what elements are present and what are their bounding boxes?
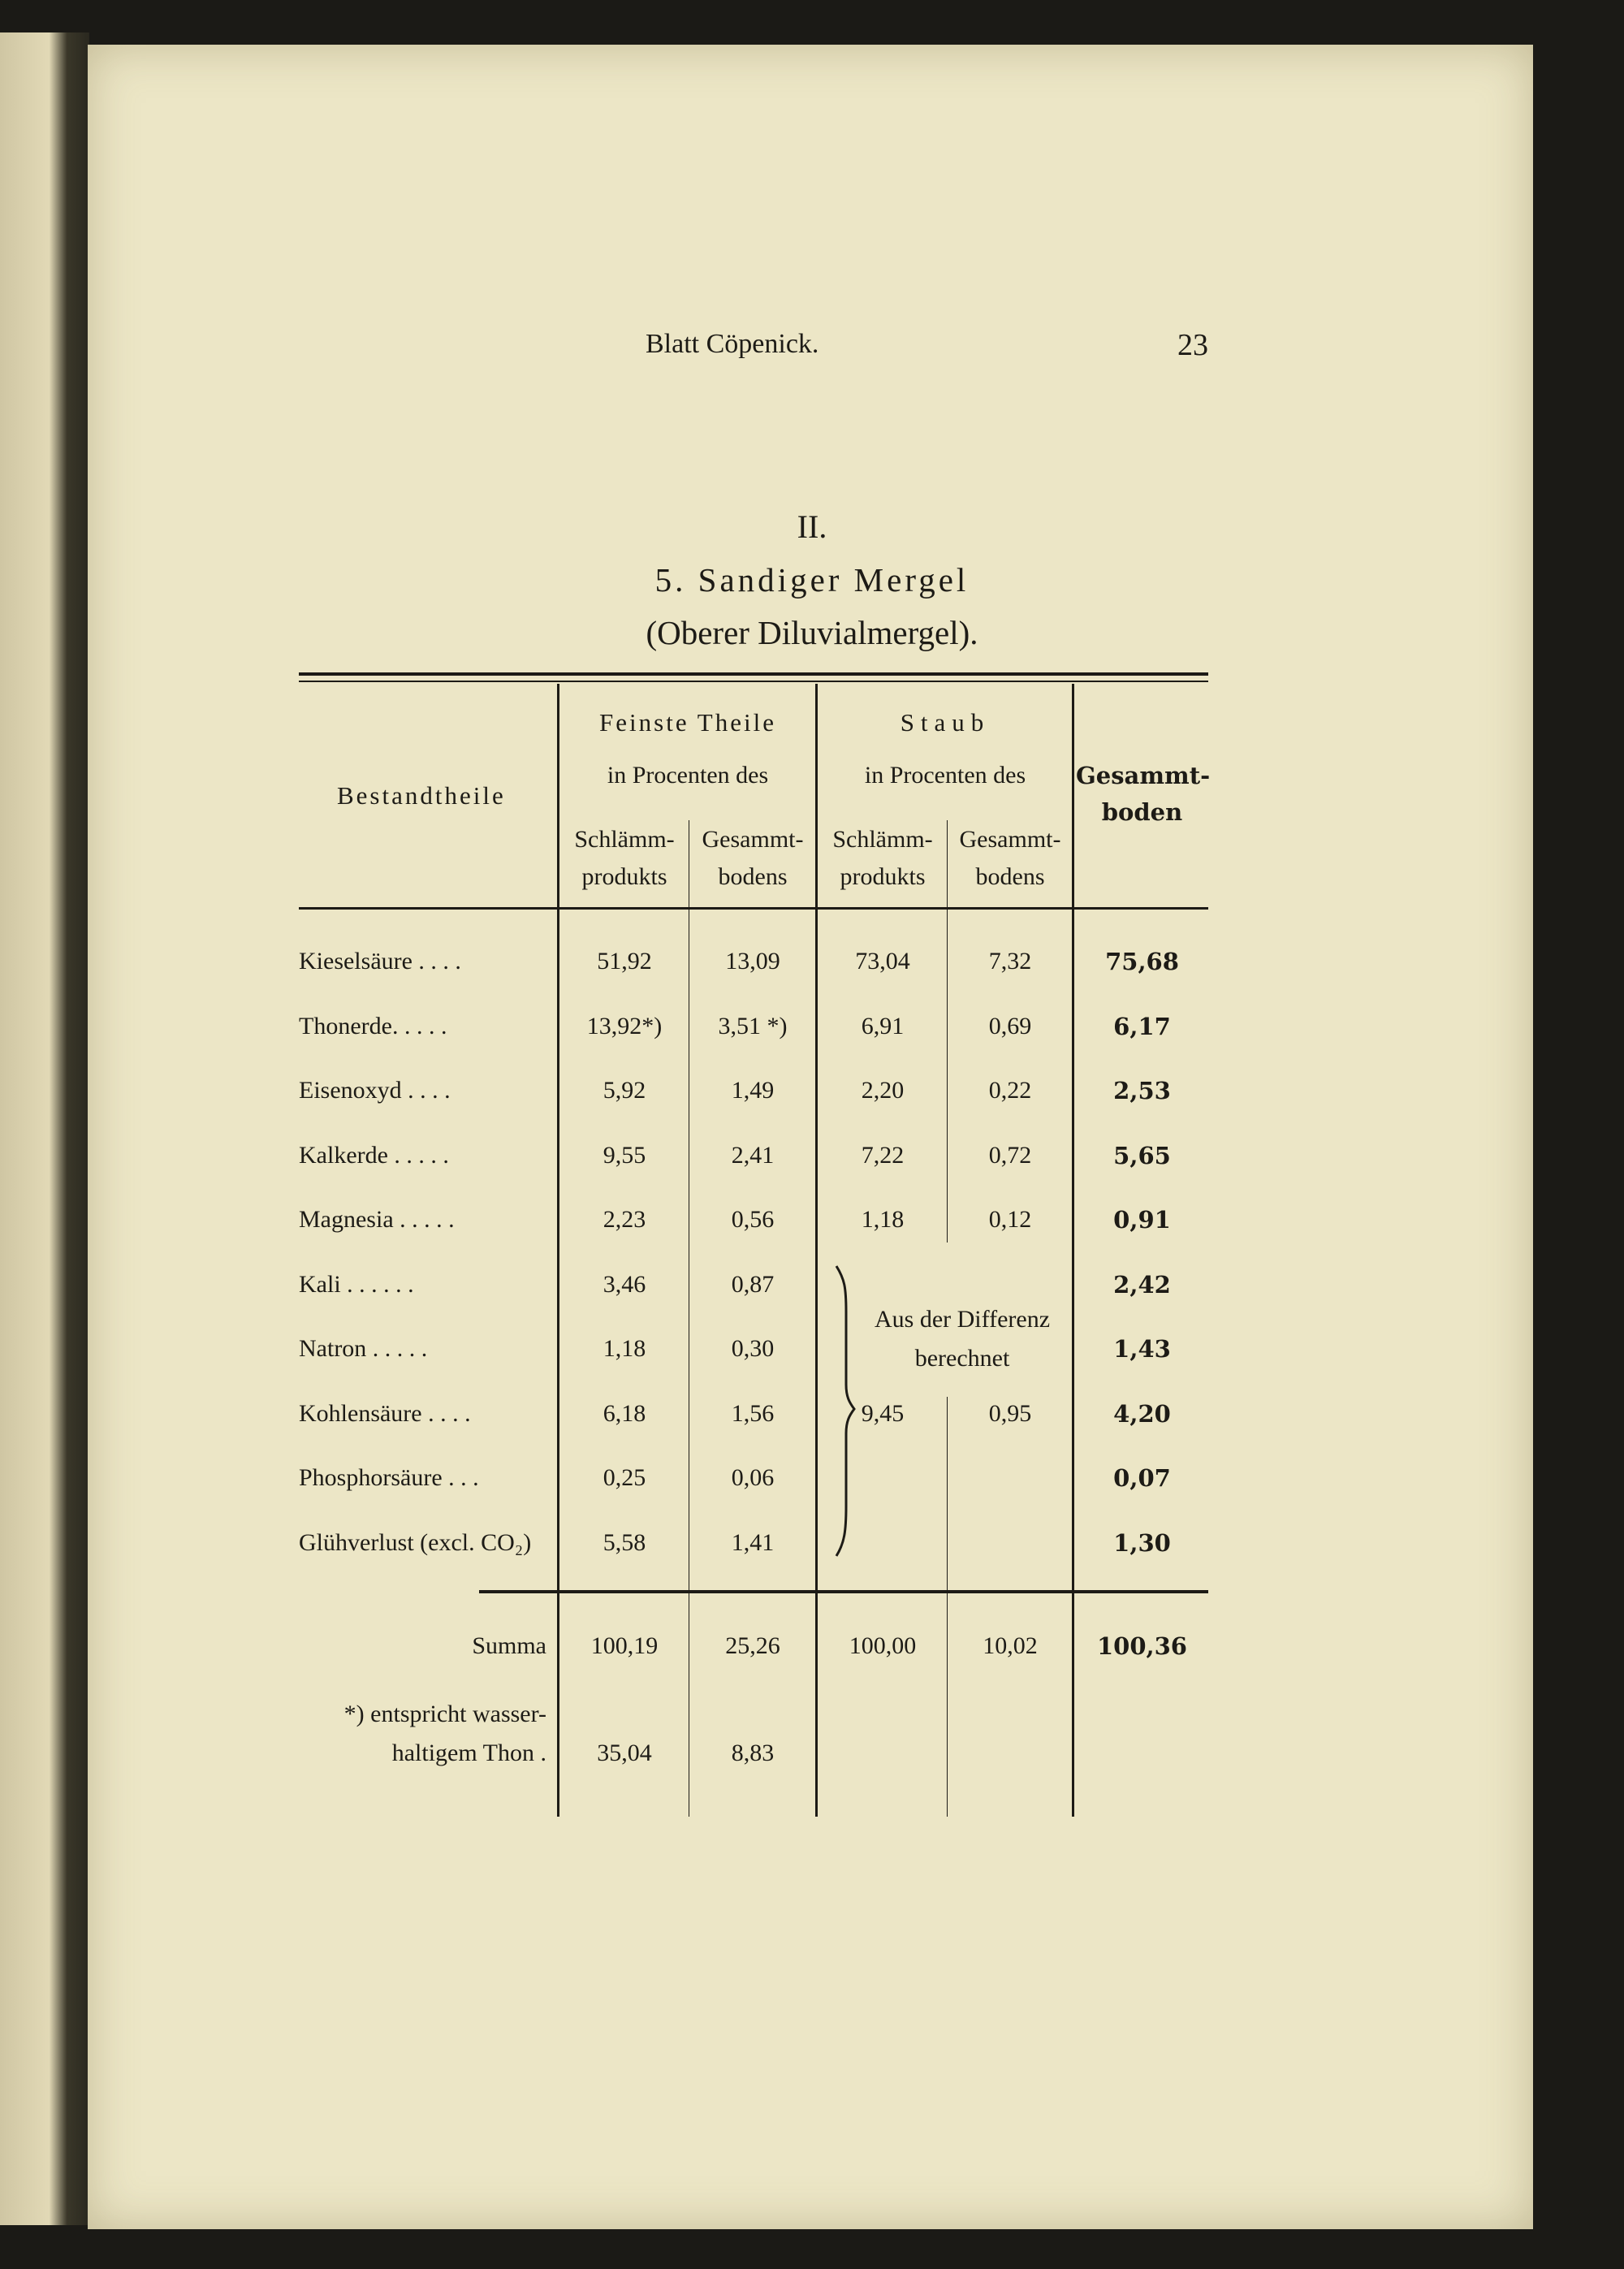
summa-c5: 100,36 xyxy=(1097,1632,1187,1660)
row-value-c4: 0,12 xyxy=(988,1206,1032,1233)
summa-c2: 25,26 xyxy=(725,1632,780,1659)
row-value-c1: 13,92*) xyxy=(586,1012,663,1039)
row-value-c4: 7,32 xyxy=(988,948,1032,975)
row-value-c1: 0,25 xyxy=(603,1464,646,1491)
row-label: Phosphorsäure . . . xyxy=(299,1464,479,1491)
sub-header-gesammt-1b: Gesammt- xyxy=(959,826,1061,853)
group2-label: Staub xyxy=(900,708,991,737)
row-value-c2: 1,49 xyxy=(731,1077,775,1104)
sub-header-schlaemm-2: produkts xyxy=(581,863,667,890)
sub-header-schlaemm-1b: Schlämm- xyxy=(832,826,933,853)
col-divider xyxy=(1072,684,1074,1817)
row-label: Eisenoxyd . . . . xyxy=(299,1077,451,1104)
row-value-c5: 75,68 xyxy=(1105,948,1179,975)
row-label: Kalkerde . . . . . xyxy=(299,1141,449,1169)
row-label: Kali . . . . . . xyxy=(299,1270,414,1298)
subcol-divider xyxy=(947,820,948,1243)
col-header-gesammtboden-1: Gesammt- xyxy=(1076,762,1211,789)
row-value-c2: 0,87 xyxy=(731,1270,775,1298)
row-value-c3: 9,45 xyxy=(861,1399,905,1427)
row-value-c1: 51,92 xyxy=(597,948,652,975)
row-value-c5: 0,07 xyxy=(1113,1464,1171,1492)
section-title: 5. Sandiger Mergel xyxy=(654,561,970,599)
row-value-c4: 0,95 xyxy=(988,1399,1032,1427)
row-value-c5: 6,17 xyxy=(1113,1012,1171,1040)
col-divider xyxy=(557,684,559,1817)
row-value-c1: 2,23 xyxy=(603,1206,646,1233)
footnote-line-2: haltigem Thon . xyxy=(391,1740,546,1766)
row-value-c2: 0,06 xyxy=(731,1464,775,1491)
row-label: Magnesia . . . . . xyxy=(299,1206,455,1233)
col-divider xyxy=(815,684,818,1817)
row-value-c3: 2,20 xyxy=(861,1077,905,1104)
footnote-c2: 8,83 xyxy=(731,1740,775,1766)
row-value-c5: 1,30 xyxy=(1113,1528,1171,1557)
row-value-c2: 2,41 xyxy=(731,1141,775,1169)
sub-header-gesammt-2b: bodens xyxy=(975,863,1045,890)
sub-header-schlaemm-2b: produkts xyxy=(840,863,926,890)
row-label: Glühverlust (excl. CO₂) xyxy=(299,1528,532,1556)
row-label: Natron . . . . . xyxy=(299,1335,428,1362)
row-value-c3: 73,04 xyxy=(855,948,910,975)
row-value-c3: 1,18 xyxy=(861,1206,905,1233)
group1-sub: in Procenten des xyxy=(607,762,769,789)
row-value-c4: 0,72 xyxy=(988,1141,1032,1169)
section-number: II. xyxy=(797,508,827,545)
group1-label: Feinste Theile xyxy=(599,708,776,737)
row-value-c1: 3,46 xyxy=(603,1270,646,1298)
running-header-title: Blatt Cöpenick. xyxy=(646,329,819,359)
row-value-c4: 0,69 xyxy=(988,1012,1032,1039)
row-value-c1: 5,58 xyxy=(603,1528,646,1556)
row-value-c1: 1,18 xyxy=(603,1335,646,1362)
row-value-c2: 0,56 xyxy=(731,1206,775,1233)
subcol-divider xyxy=(947,1397,948,1817)
sub-header-schlaemm-1: Schlämm- xyxy=(574,826,675,853)
row-value-c2: 3,51 *) xyxy=(718,1012,788,1039)
row-value-c5: 0,91 xyxy=(1113,1206,1171,1234)
row-value-c1: 6,18 xyxy=(603,1399,646,1427)
summa-c4: 10,02 xyxy=(983,1632,1038,1659)
col-header-gesammtboden-2: boden xyxy=(1101,798,1183,826)
summa-c3: 100,00 xyxy=(849,1632,917,1659)
row-label: Kieselsäure . . . . xyxy=(299,948,461,975)
section-subtitle: (Oberer Diluvialmergel). xyxy=(646,614,978,651)
row-value-c5: 2,42 xyxy=(1113,1270,1171,1299)
note-line-2: berechnet xyxy=(914,1345,1010,1372)
row-value-c2: 13,09 xyxy=(725,948,780,975)
page-number: 23 xyxy=(1177,328,1208,362)
row-value-c5: 1,43 xyxy=(1113,1335,1171,1363)
row-value-c1: 5,92 xyxy=(603,1077,646,1104)
book-spine-edge xyxy=(0,32,89,2225)
row-value-c2: 1,56 xyxy=(731,1399,775,1427)
row-value-c1: 9,55 xyxy=(603,1141,646,1169)
sub-header-gesammt-1: Gesammt- xyxy=(702,826,804,853)
summa-c1: 100,19 xyxy=(590,1632,659,1659)
sub-header-gesammt-2: bodens xyxy=(718,863,788,890)
row-value-c4: 0,22 xyxy=(988,1077,1032,1104)
summa-label: Summa xyxy=(472,1632,546,1659)
row-value-c3: 7,22 xyxy=(861,1141,905,1169)
row-value-c2: 0,30 xyxy=(731,1335,775,1362)
row-value-c5: 5,65 xyxy=(1113,1141,1171,1169)
row-value-c5: 2,53 xyxy=(1113,1077,1171,1104)
summa-rule xyxy=(479,1590,1208,1593)
row-label: Kohlensäure . . . . xyxy=(299,1399,471,1427)
footnote-line-1: *) entspricht wasser- xyxy=(343,1701,546,1727)
table-top-rule-thin xyxy=(299,681,1208,682)
note-line-1: Aus der Differenz xyxy=(874,1306,1051,1333)
col-header-bestandtheile: Bestandtheile xyxy=(337,781,506,810)
footnote-c1: 35,04 xyxy=(597,1740,652,1766)
table-top-rule xyxy=(299,672,1208,676)
row-value-c2: 1,41 xyxy=(731,1528,775,1556)
group2-sub: in Procenten des xyxy=(864,762,1026,789)
row-label: Thonerde. . . . . xyxy=(299,1012,447,1039)
row-value-c3: 6,91 xyxy=(861,1012,905,1039)
row-value-c5: 4,20 xyxy=(1113,1399,1171,1428)
page-sheet xyxy=(88,45,1533,2229)
